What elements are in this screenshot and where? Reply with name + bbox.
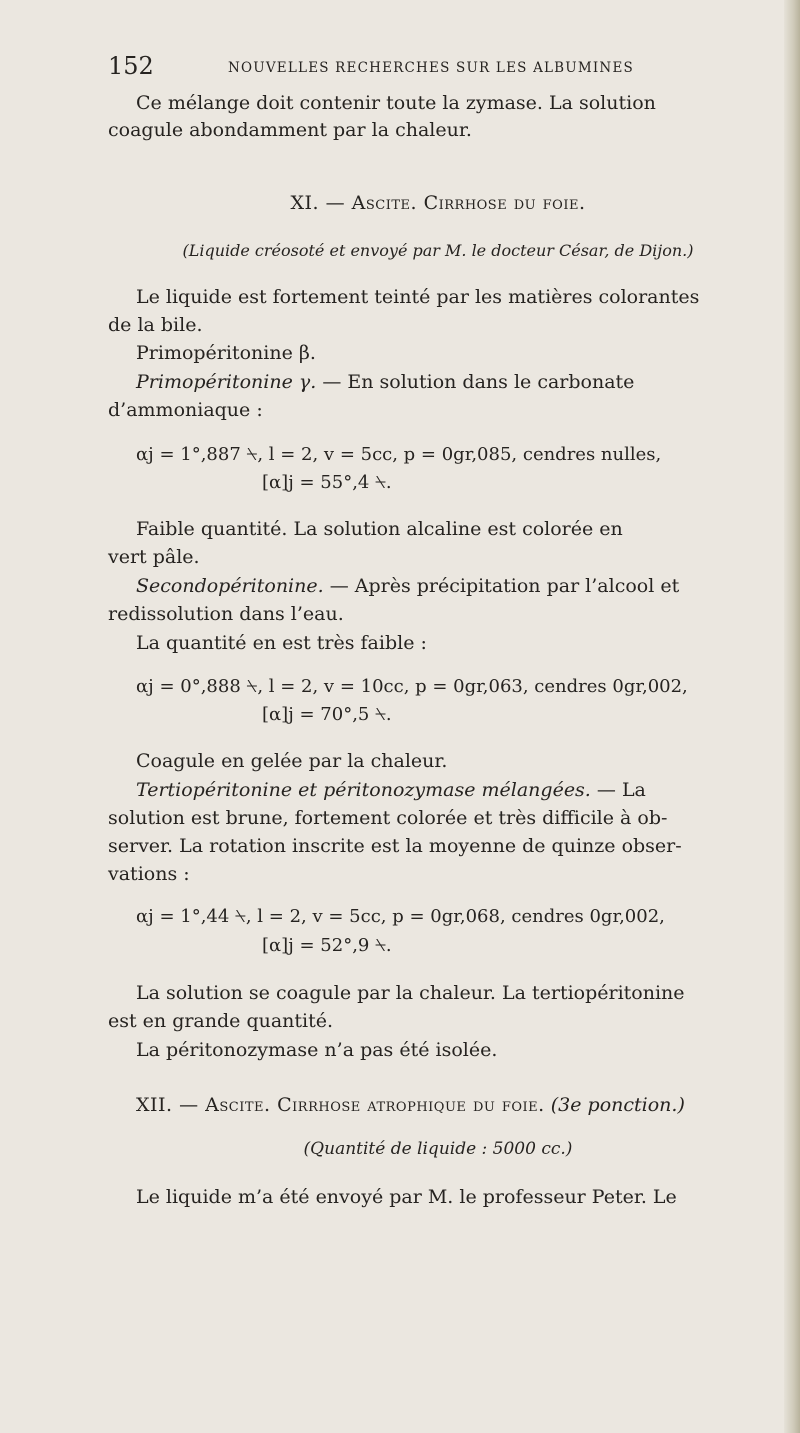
section-heading-xii bbox=[136, 1092, 796, 1118]
section-subheading-xi: (Liquide créosoté et envoyé par M. le docteur César, de Dijon.) bbox=[182, 241, 694, 260]
paragraph-line: solution est brune, fortement colorée et très difficile à ob- bbox=[108, 807, 668, 829]
paragraph-line: Primopéritonine β. bbox=[136, 342, 316, 364]
paragraph-line: est en grande quantité. bbox=[108, 1010, 334, 1032]
formula-line: αj = 1°,44 ⍀, l = 2, v = 5cc, p = 0gr,068, cendres 0gr,002, bbox=[136, 906, 665, 927]
paragraph-line: Le liquide m’a été envoyé par M. le professeur Peter. Le bbox=[136, 1186, 677, 1208]
paragraph-line: Le liquide est fortement teinté par les matières colorantes bbox=[136, 286, 700, 308]
formula-line: [α]j = 52°,9 ⍀. bbox=[262, 935, 392, 956]
paragraph-line: Coagule en gelée par la chaleur. bbox=[136, 750, 448, 772]
section-heading-text: XII. — Ascite. Cirrhose atrophique du foie. bbox=[136, 1094, 545, 1116]
formula-line: [α]j = 70°,5 ⍀. bbox=[262, 704, 392, 725]
paragraph-line bbox=[136, 573, 796, 599]
paragraph-text: — La bbox=[590, 779, 646, 801]
paragraph-line: Ce mélange doit contenir toute la zymase. La solution bbox=[136, 92, 656, 114]
formula-line: [α]j = 55°,4 ⍀. bbox=[262, 472, 392, 493]
paragraph-line: redissolution dans l’eau. bbox=[108, 603, 344, 625]
paragraph-line: vert pâle. bbox=[108, 546, 200, 568]
page-header bbox=[108, 52, 748, 84]
section-subheading-xii: (Quantité de liquide : 5000 cc.) bbox=[303, 1139, 573, 1159]
substance-name: Primopéritonine γ. bbox=[136, 371, 317, 393]
substance-name: Tertiopéritonine et péritonozymase mélangées. bbox=[136, 779, 591, 801]
page-number: 152 bbox=[108, 52, 154, 80]
section-heading-xi: XI. — Ascite. Cirrhose du foie. bbox=[290, 192, 586, 214]
paragraph-line: La solution se coagule par la chaleur. La tertiopéritonine bbox=[136, 982, 685, 1004]
formula-line: αj = 1°,887 ⍀, l = 2, v = 5cc, p = 0gr,085, cendres nulles, bbox=[136, 444, 662, 465]
running-title: NOUVELLES RECHERCHES SUR LES ALBUMINES bbox=[228, 60, 634, 76]
paragraph-line: d’ammoniaque : bbox=[108, 399, 263, 421]
section-heading-paren: (3e ponction.) bbox=[550, 1094, 685, 1116]
paragraph-line: Faible quantité. La solution alcaline est colorée en bbox=[136, 518, 623, 540]
paragraph-line: coagule abondamment par la chaleur. bbox=[108, 119, 472, 141]
paragraph-line: La péritonozymase n’a pas été isolée. bbox=[136, 1039, 498, 1061]
paragraph-line bbox=[136, 369, 796, 395]
paragraph-line: La quantité en est très faible : bbox=[136, 632, 427, 654]
paragraph-line: de la bile. bbox=[108, 314, 203, 336]
paragraph-line bbox=[136, 777, 796, 803]
paragraph-line: vations : bbox=[108, 863, 190, 885]
substance-name: Secondopéritonine. bbox=[136, 575, 324, 597]
paragraph-line: server. La rotation inscrite est la moyenne de quinze obser- bbox=[108, 835, 682, 857]
paragraph-text: — Après précipitation par l’alcool et bbox=[323, 575, 680, 597]
paragraph-text: — En solution dans le carbonate bbox=[316, 371, 635, 393]
formula-line: αj = 0°,888 ⍀, l = 2, v = 10cc, p = 0gr,063, cendres 0gr,002, bbox=[136, 676, 688, 697]
